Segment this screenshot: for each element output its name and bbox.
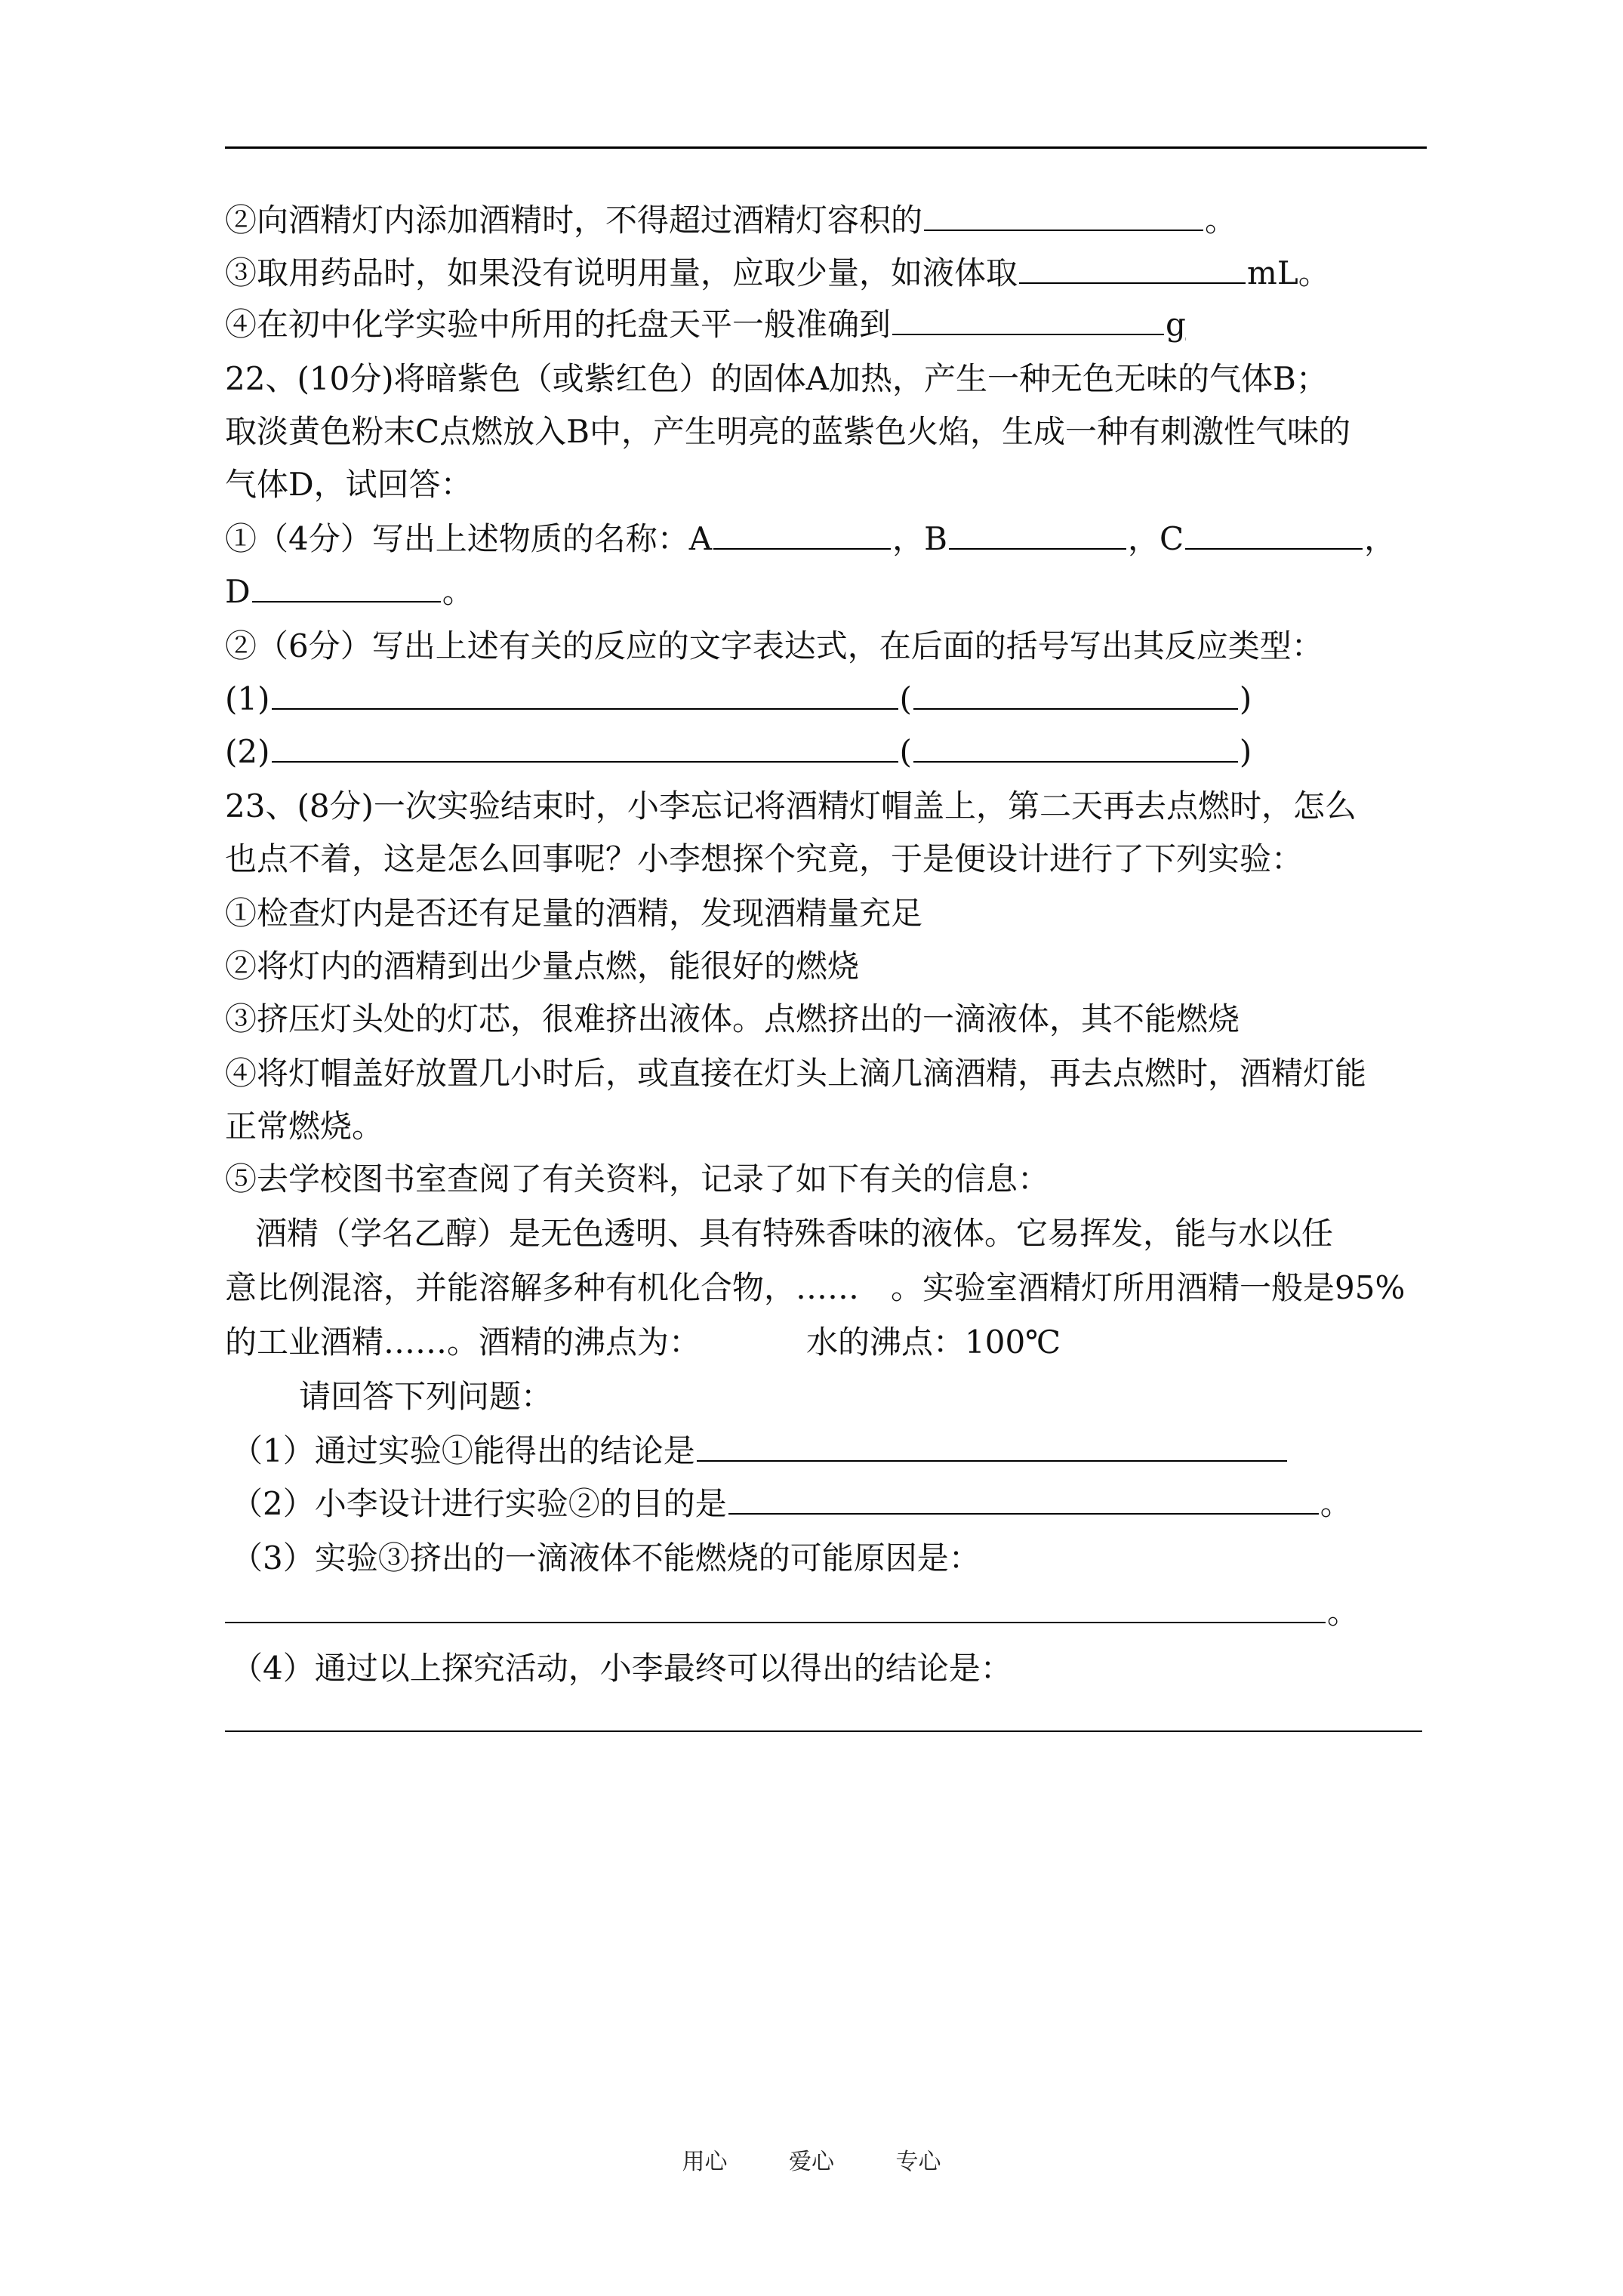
paren-close: ) — [1239, 733, 1252, 770]
q23-a1-text: （1）通过实验①能得出的结论是 — [231, 1432, 695, 1469]
q22-row2 — [225, 729, 1252, 775]
q22-part1-comma: ， — [1364, 520, 1397, 557]
paren-open: ( — [899, 733, 912, 770]
q23-info3 — [225, 1320, 1061, 1365]
header-rule — [225, 146, 1427, 149]
row-label: (1) — [225, 680, 270, 717]
q23-a2-end: 。 — [1320, 1485, 1352, 1522]
q23-line1: 23、(8分)一次实验结束时，小李忘记将酒精灯帽盖上，第二天再去点燃时，怎么 — [225, 787, 1357, 824]
q22-part1 — [225, 516, 1396, 562]
q22-part1-d-label: D — [225, 573, 251, 610]
equation-blank[interactable] — [272, 731, 898, 763]
q23-info3b: 水的沸点：100℃ — [806, 1324, 1061, 1361]
q21-item3-unit: mL。 — [1247, 254, 1330, 291]
footer-text-2: 爱心 — [789, 2149, 834, 2175]
answer-blank[interactable] — [225, 1592, 1326, 1623]
q22-part1-b: ，B — [892, 520, 947, 557]
q21-item4 — [225, 302, 1186, 347]
q22-part1-c: ，C — [1127, 520, 1184, 557]
q23-a3-end: 。 — [1327, 1594, 1360, 1631]
answer-blank[interactable] — [892, 304, 1164, 335]
type-blank[interactable] — [913, 731, 1238, 763]
row-label: (2) — [225, 733, 270, 770]
q23-a2-text: （2）小李设计进行实验②的目的是 — [231, 1485, 727, 1522]
answer-blank[interactable] — [728, 1483, 1319, 1515]
q21-item2-text: ②向酒精灯内添加酒精时，不得超过酒精灯容积的 — [225, 202, 923, 239]
q22-part1-end: 。 — [442, 573, 474, 610]
q23-info1: 酒精（学名乙醇）是无色透明、具有特殊香味的液体。它易挥发，能与水以任 — [255, 1215, 1334, 1252]
q23-a3: （3）实验③挤出的一滴液体不能燃烧的可能原因是： — [231, 1539, 981, 1576]
q21-item3 — [225, 251, 1330, 296]
answer-blank-b[interactable] — [949, 518, 1126, 550]
q22-row1 — [225, 676, 1252, 722]
q23-prompt: 请回答下列问题： — [299, 1378, 553, 1415]
q23-a4-answer-line[interactable] — [225, 1730, 1422, 1732]
q22-part1-d — [225, 569, 474, 615]
footer-text-3: 专心 — [895, 2149, 941, 2175]
q22-line3: 气体D，试回答： — [225, 466, 473, 503]
q22-part2: ②（6分）写出上述有关的反应的文字表达式，在后面的括号写出其反应类型： — [225, 627, 1323, 664]
q23-a3-blank-line — [225, 1590, 1359, 1635]
q22-part1-text: ①（4分）写出上述物质的名称：A — [225, 520, 713, 557]
answer-blank-c[interactable] — [1185, 518, 1363, 550]
q23-line2: 也点不着，这是怎么回事呢？小李想探个究竟，于是便设计进行了下列实验： — [225, 840, 1304, 877]
q23-step4a: ④将灯帽盖好放置几小时后，或直接在灯头上滴几滴酒精，再去点燃时，酒精灯能 — [225, 1055, 1367, 1092]
answer-blank-a[interactable] — [713, 518, 891, 550]
q21-item2 — [225, 198, 1236, 243]
equation-blank[interactable] — [272, 678, 898, 710]
answer-blank[interactable] — [1019, 252, 1246, 284]
q23-a4: （4）通过以上探究活动，小李最终可以得出的结论是： — [231, 1650, 1012, 1687]
answer-blank[interactable] — [924, 199, 1203, 231]
q23-step3: ③挤压灯头处的灯芯，很难挤出液体。点燃挤出的一滴液体，其不能燃烧 — [225, 1000, 1240, 1037]
q21-item4-unit: g — [1166, 306, 1186, 343]
q23-step5: ⑤去学校图书室查阅了有关资料，记录了如下有关的信息： — [225, 1160, 1050, 1197]
q23-step2: ②将灯内的酒精到出少量点燃，能很好的燃烧 — [225, 948, 860, 985]
page-footer — [0, 2143, 1623, 2176]
q22-line2: 取淡黄色粉末C点燃放入B中，产生明亮的蓝紫色火焰，生成一种有刺激性气味的 — [225, 413, 1351, 450]
q23-a1 — [231, 1428, 1289, 1474]
answer-blank-d[interactable] — [252, 571, 441, 603]
q21-item4-text: ④在初中化学实验中所用的托盘天平一般准确到 — [225, 306, 892, 343]
answer-blank[interactable] — [697, 1430, 1287, 1462]
q23-info3a: 的工业酒精……。酒精的沸点为： — [225, 1324, 701, 1361]
q23-info2: 意比例混溶，并能溶解多种有机化合物，…… 。实验室酒精灯所用酒精一般是95% — [225, 1269, 1406, 1306]
type-blank[interactable] — [913, 678, 1238, 710]
q23-step1: ①检查灯内是否还有足量的酒精，发现酒精量充足 — [225, 895, 923, 932]
paren-open: ( — [899, 680, 912, 717]
footer-text-1: 用心 — [682, 2149, 728, 2175]
q23-a2 — [231, 1481, 1352, 1527]
q22-line1: 22、(10分)将暗紫色（或紫红色）的固体A加热，产生一种无色无味的气体B； — [225, 360, 1328, 397]
q21-item2-end: 。 — [1205, 202, 1237, 239]
paren-close: ) — [1239, 680, 1252, 717]
q23-step4b: 正常燃烧。 — [225, 1108, 384, 1145]
q21-item3-text: ③取用药品时，如果没有说明用量，应取少量，如液体取 — [225, 254, 1018, 291]
